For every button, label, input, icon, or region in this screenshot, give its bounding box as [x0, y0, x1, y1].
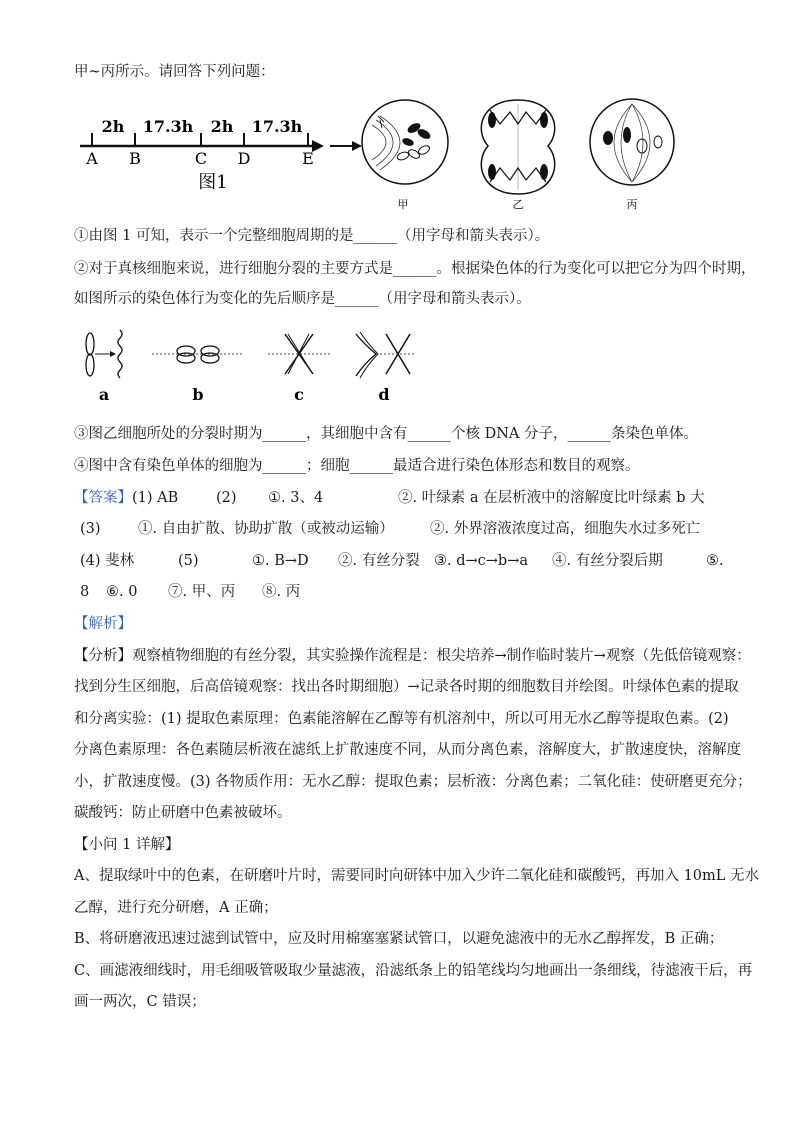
detail-line: 乙醇，进行充分研磨，A 正确；: [74, 900, 278, 916]
answer-item: ③. d→c→b→a: [434, 553, 528, 569]
answer-item: ⑥. 0: [106, 584, 138, 600]
answer-item: (2): [216, 490, 237, 506]
cell-jia: [362, 100, 448, 211]
answer-item: (3): [80, 521, 101, 537]
fenxi-line: 碳酸钙：防止研磨中色素被破坏。: [74, 805, 292, 821]
intro-text: 甲~丙所示。请回答下列问题：: [74, 64, 275, 80]
cell-label: 甲: [397, 198, 409, 211]
question-2a: ②对于真核细胞来说，进行细胞分裂的主要方式是______。根据染色体的行为变化可以把它分为四个时期，: [74, 261, 756, 277]
question-3: ③图乙细胞所处的分裂时期为______，其细胞中含有______个核 DNA 分子，______条染色单体。: [74, 426, 698, 442]
figure-caption: 图1: [198, 172, 228, 193]
answer-item: (1) AB: [132, 490, 179, 506]
label-b: b: [192, 385, 204, 404]
question-4: ④图中含有染色单体的细胞为______；细胞______最适合进行染色体形态和数目的观察。: [74, 458, 640, 474]
label-a: a: [98, 385, 110, 404]
chromosome-c: [268, 334, 330, 404]
cell-label: 丙: [626, 198, 638, 211]
answer-item: ②. 外界溶液浓度过高，细胞失水过多死亡: [430, 521, 701, 537]
detail-title: 【小问 1 详解】: [74, 837, 180, 853]
answer-item: (5): [178, 553, 199, 569]
fenxi-line: 和分离实验：(1) 提取色素原理：色素能溶解在乙醇等有机溶剂中，所以可用无水乙醇等提取色素。(2): [74, 711, 729, 727]
timeline: [80, 117, 324, 193]
label-c: c: [294, 385, 304, 404]
answer-item: ①. 自由扩散、协助扩散（或被动运输）: [138, 521, 394, 537]
answer-item: ⑦. 甲、丙: [168, 584, 236, 600]
answer-item: (4) 斐林: [80, 553, 135, 569]
chromosome-figure: [0, 318, 800, 408]
point-label: D: [237, 149, 251, 168]
fenxi-line: 分离色素原理：各色素随层析液在滤纸上扩散速度不同，从而分离色素，溶解度大，扩散速度快，溶解度: [74, 742, 741, 758]
answer-item: ②. 叶绿素 a 在层析液中的溶解度比叶绿素 b 大: [398, 490, 705, 506]
segment-label: 2h: [210, 117, 234, 136]
point-label: B: [129, 149, 141, 168]
analysis-tag: 【解析】: [74, 616, 132, 632]
fenxi-tag: 【分析】: [74, 648, 132, 664]
answer-item: ①. B→D: [252, 553, 309, 569]
cell-yi: [481, 100, 554, 211]
cell-label: 乙: [512, 198, 524, 211]
detail-line: 画一两次，C 错误；: [74, 994, 206, 1010]
chromosome-a: [86, 330, 122, 404]
label-d: d: [378, 385, 390, 404]
answer-item: ②. 有丝分裂: [338, 553, 420, 569]
fenxi-line-0: [74, 646, 751, 666]
fenxi-line: 找到分生区细胞，后高倍镜观察：找出各时期细胞）→记录各时期的细胞数目并绘图。叶绿体色素的提取: [74, 679, 739, 695]
question-1: ①由图 1 可知，表示一个完整细胞周期的是______（用字母和箭头表示）。: [74, 228, 550, 244]
detail-line: B、将研磨液迅速过滤到试管中，应及时用棉塞塞紧试管口，以避免滤液中的无水乙醇挥发，B 正确；: [74, 931, 724, 947]
cell-bing: [590, 99, 674, 211]
segment-label: 2h: [101, 117, 125, 136]
answer-item: ⑤.: [706, 553, 724, 569]
answer-item: ①. 3、4: [268, 490, 324, 506]
chromosome-b: [152, 346, 244, 404]
answer-tag: 【答案】: [74, 490, 132, 506]
detail-line: C、画滤液细线时，用毛细吸管吸取少量滤液，沿滤纸条上的铅笔线均匀地画出一条细线，待滤液干后，再: [74, 963, 753, 979]
answer-item: ④. 有丝分裂后期: [552, 553, 663, 569]
segment-label: 17.3h: [142, 117, 194, 136]
fenxi-text: 观察植物细胞的有丝分裂，其实验操作流程是：根尖培养→制作临时装片→观察（先低倍镜观察：: [132, 648, 751, 664]
answer-line-1: [74, 488, 178, 508]
detail-line: A、提取绿叶中的色素，在研磨叶片时，需要同时向研钵中加入少许二氧化硅和碳酸钙，再加入 10mL 无水: [74, 868, 760, 884]
answer-item: 8: [80, 584, 90, 600]
question-2b: 如图所示的染色体行为变化的先后顺序是______（用字母和箭头表示）。: [74, 291, 531, 307]
point-label: E: [302, 149, 314, 168]
point-label: C: [194, 149, 208, 168]
segment-label: 17.3h: [251, 117, 303, 136]
chromosome-d: [356, 332, 414, 404]
answer-item: ⑧. 丙: [262, 584, 301, 600]
point-label: A: [86, 149, 98, 168]
fenxi-line: 小，扩散速度慢。(3) 各物质作用：无水乙醇：提取色素；层析液：分离色素；二氧化硅：使研磨更充分；: [74, 774, 752, 790]
